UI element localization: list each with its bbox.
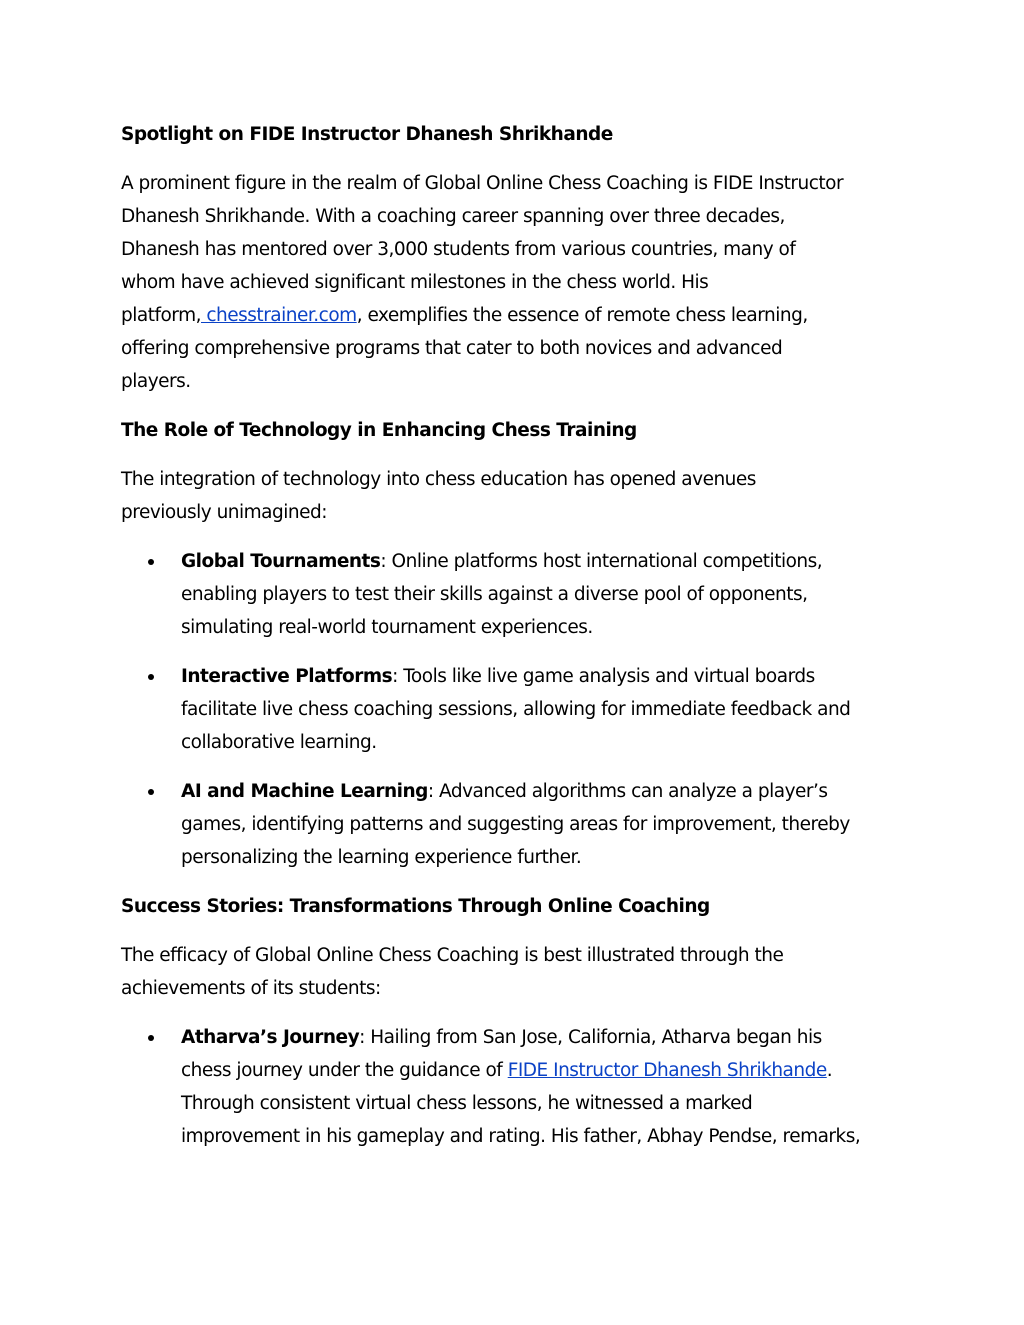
paragraph-line-with-link — [121, 299, 911, 332]
bullet-text: : Tools like live game analysis and virtual boards — [392, 666, 815, 687]
bullet-line: games, identifying patterns and suggesting areas for improvement, thereby — [181, 814, 850, 835]
document-page — [121, 118, 911, 1153]
bullet-title: Atharva’s Journey — [181, 1027, 360, 1048]
fide-instructor-link[interactable]: FIDE Instructor Dhanesh Shrikhande — [507, 1060, 827, 1081]
bullet-text: : Hailing from San Jose, California, Atharva began his — [359, 1027, 822, 1048]
bullet-title: Interactive Platforms — [181, 666, 393, 687]
paragraph-line: The efficacy of Global Online Chess Coaching is best illustrated through the — [121, 945, 784, 966]
platform-suffix: , exemplifies the essence of remote chess learning, — [356, 305, 808, 326]
paragraph-line: previously unimagined: — [121, 502, 327, 523]
bullet-icon — [148, 674, 154, 680]
bullet-text: . — [826, 1060, 833, 1081]
paragraph-success-intro — [121, 939, 911, 1005]
list-item — [121, 1021, 911, 1153]
list-item — [121, 660, 911, 759]
section-heading-success-stories: Success Stories: Transformations Through Online Coaching — [121, 896, 710, 917]
chesstrainer-link[interactable]: chesstrainer.com — [201, 305, 357, 326]
list-item — [121, 545, 911, 644]
paragraph-spotlight — [121, 167, 911, 398]
bullet-line: facilitate live chess coaching sessions, allowing for immediate feedback and — [181, 699, 851, 720]
bullet-icon — [148, 1035, 154, 1041]
paragraph-line: players. — [121, 371, 191, 392]
bullet-line: Through consistent virtual chess lessons, he witnessed a marked — [181, 1093, 753, 1114]
bullet-title: AI and Machine Learning — [181, 781, 428, 802]
bullet-line-with-link — [181, 1054, 911, 1087]
bullet-icon — [148, 559, 154, 565]
bullet-line: improvement in his gameplay and rating. His father, Abhay Pendse, remarks, — [181, 1126, 861, 1147]
bullet-text: : Advanced algorithms can analyze a player’s — [427, 781, 828, 802]
paragraph-line: Dhanesh has mentored over 3,000 students from various countries, many of — [121, 239, 796, 260]
bullet-line: personalizing the learning experience further. — [181, 847, 582, 868]
paragraph-line: A prominent figure in the realm of Global Online Chess Coaching is FIDE Instructor — [121, 173, 844, 194]
bullet-line: simulating real-world tournament experiences. — [181, 617, 593, 638]
bullet-line: collaborative learning. — [181, 732, 377, 753]
paragraph-line: offering comprehensive programs that cater to both novices and advanced — [121, 338, 783, 359]
section-heading-spotlight: Spotlight on FIDE Instructor Dhanesh Shrikhande — [121, 124, 613, 145]
paragraph-technology-intro — [121, 463, 911, 529]
bullet-text: chess journey under the guidance of — [181, 1060, 508, 1081]
bullet-title: Global Tournaments — [181, 551, 381, 572]
paragraph-line: whom have achieved significant milestones in the chess world. His — [121, 272, 709, 293]
paragraph-line: The integration of technology into chess education has opened avenues — [121, 469, 756, 490]
list-item — [121, 775, 911, 874]
platform-prefix: platform, — [121, 305, 201, 326]
paragraph-line: Dhanesh Shrikhande. With a coaching career spanning over three decades, — [121, 206, 785, 227]
paragraph-line: achievements of its students: — [121, 978, 381, 999]
bullet-text: : Online platforms host international competitions, — [380, 551, 823, 572]
bullet-icon — [148, 789, 154, 795]
bullet-line: enabling players to test their skills against a diverse pool of opponents, — [181, 584, 808, 605]
section-heading-technology: The Role of Technology in Enhancing Chess Training — [121, 420, 637, 441]
